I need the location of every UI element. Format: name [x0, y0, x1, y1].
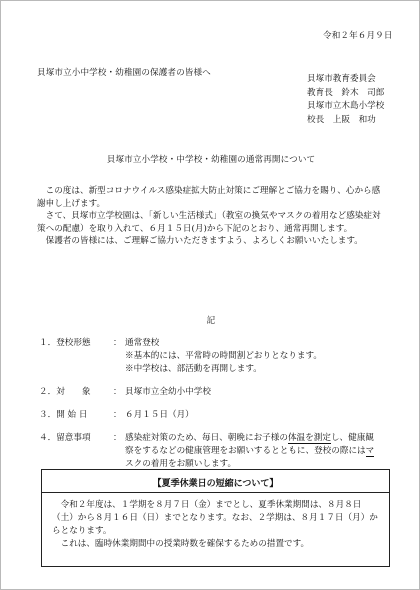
item-note: ※基本的には、平常時の時間割どおりとなります。 [125, 351, 322, 361]
underlined-text: 体温を測定 [287, 433, 331, 443]
item-colon: ： [113, 433, 122, 443]
body-text [37, 185, 387, 248]
notice-body [52, 499, 381, 551]
sender-line: 貝塚市教育委員会 [307, 74, 376, 84]
item-attendance [39, 337, 159, 349]
item-note: ※中学校は、部活動を再開します。 [125, 364, 262, 374]
item-text: 察をするなどの健康管理をお願いするとともに、登校の際には [125, 446, 366, 456]
item-label: ４．留意事項 [39, 433, 91, 443]
item-label: ２．対 象 [39, 387, 91, 397]
body-paragraph: この度は、新型コロナウイルス感染症拡大防止対策にご理解とご協力を賜り、心から感謝申し上げます。 [37, 186, 381, 209]
item-value: ６月１５日（月） [125, 410, 194, 420]
underlined-text: マ [365, 446, 375, 456]
notice-title: 【夏季休業日の短縮について】 [152, 479, 279, 489]
item-colon: ： [113, 410, 122, 420]
item-text: 感染症対策のため、毎日、朝晩にお子様の [125, 433, 288, 443]
body-paragraph: さて、貝塚市立学校園は、「新しい生活様式」（教室の換気やマスクの着用など感染症対策への配慮）を取り入れて、６月１５日(月)から下記のとおり、通常再開します。 [37, 211, 381, 234]
item-text: し、健康観 [330, 433, 374, 443]
item-label: １．登校形態 [39, 338, 91, 348]
item-label: ３．開 始 日 [39, 410, 88, 420]
sender-line: 貝塚市立木島小学校 [307, 101, 385, 111]
addressee: 貝塚市立小中学校・幼稚園の保護者の皆様へ [37, 68, 211, 78]
sender-line: 教育長 鈴木 司郎 [307, 87, 385, 98]
underlined-text: スクの着用 [125, 459, 168, 469]
item-colon: ： [113, 387, 122, 397]
item-text: をお願いします。 [167, 459, 237, 469]
notice-paragraph: これは、臨時休業期間中の授業時数を確保するための措置です。 [60, 539, 310, 549]
notice-paragraph: 令和２年度は、１学期を８月７日（金）までとし、夏季休業期間は、８月８日（土）から８月１６日（日）までとなります。なお、２学期は、８月１７日（月）からとなります。 [52, 500, 378, 536]
item-value: 貝塚市立全幼小中学校 [125, 387, 211, 397]
summer-break-notice-box [41, 469, 390, 567]
item-text-line [125, 445, 374, 457]
item-notes [39, 432, 374, 444]
document-title: 貝塚市立小学校・中学校・幼稚園の通常再開について [106, 155, 316, 165]
item-start-date [39, 409, 194, 421]
sender-line: 校長 上阪 和功 [307, 114, 376, 125]
sender-block [307, 73, 384, 127]
body-paragraph: 保護者の皆様には、ご理解ご協力いただきますよう、よろしくお願いいたします。 [45, 236, 363, 246]
document-date: 令和２年６月９日 [323, 31, 393, 41]
item-value: 通常登校 [125, 338, 160, 348]
ki-heading: 記 [206, 316, 216, 326]
notice-divider [42, 492, 389, 493]
item-target [39, 386, 211, 398]
item-colon: ： [113, 338, 122, 348]
